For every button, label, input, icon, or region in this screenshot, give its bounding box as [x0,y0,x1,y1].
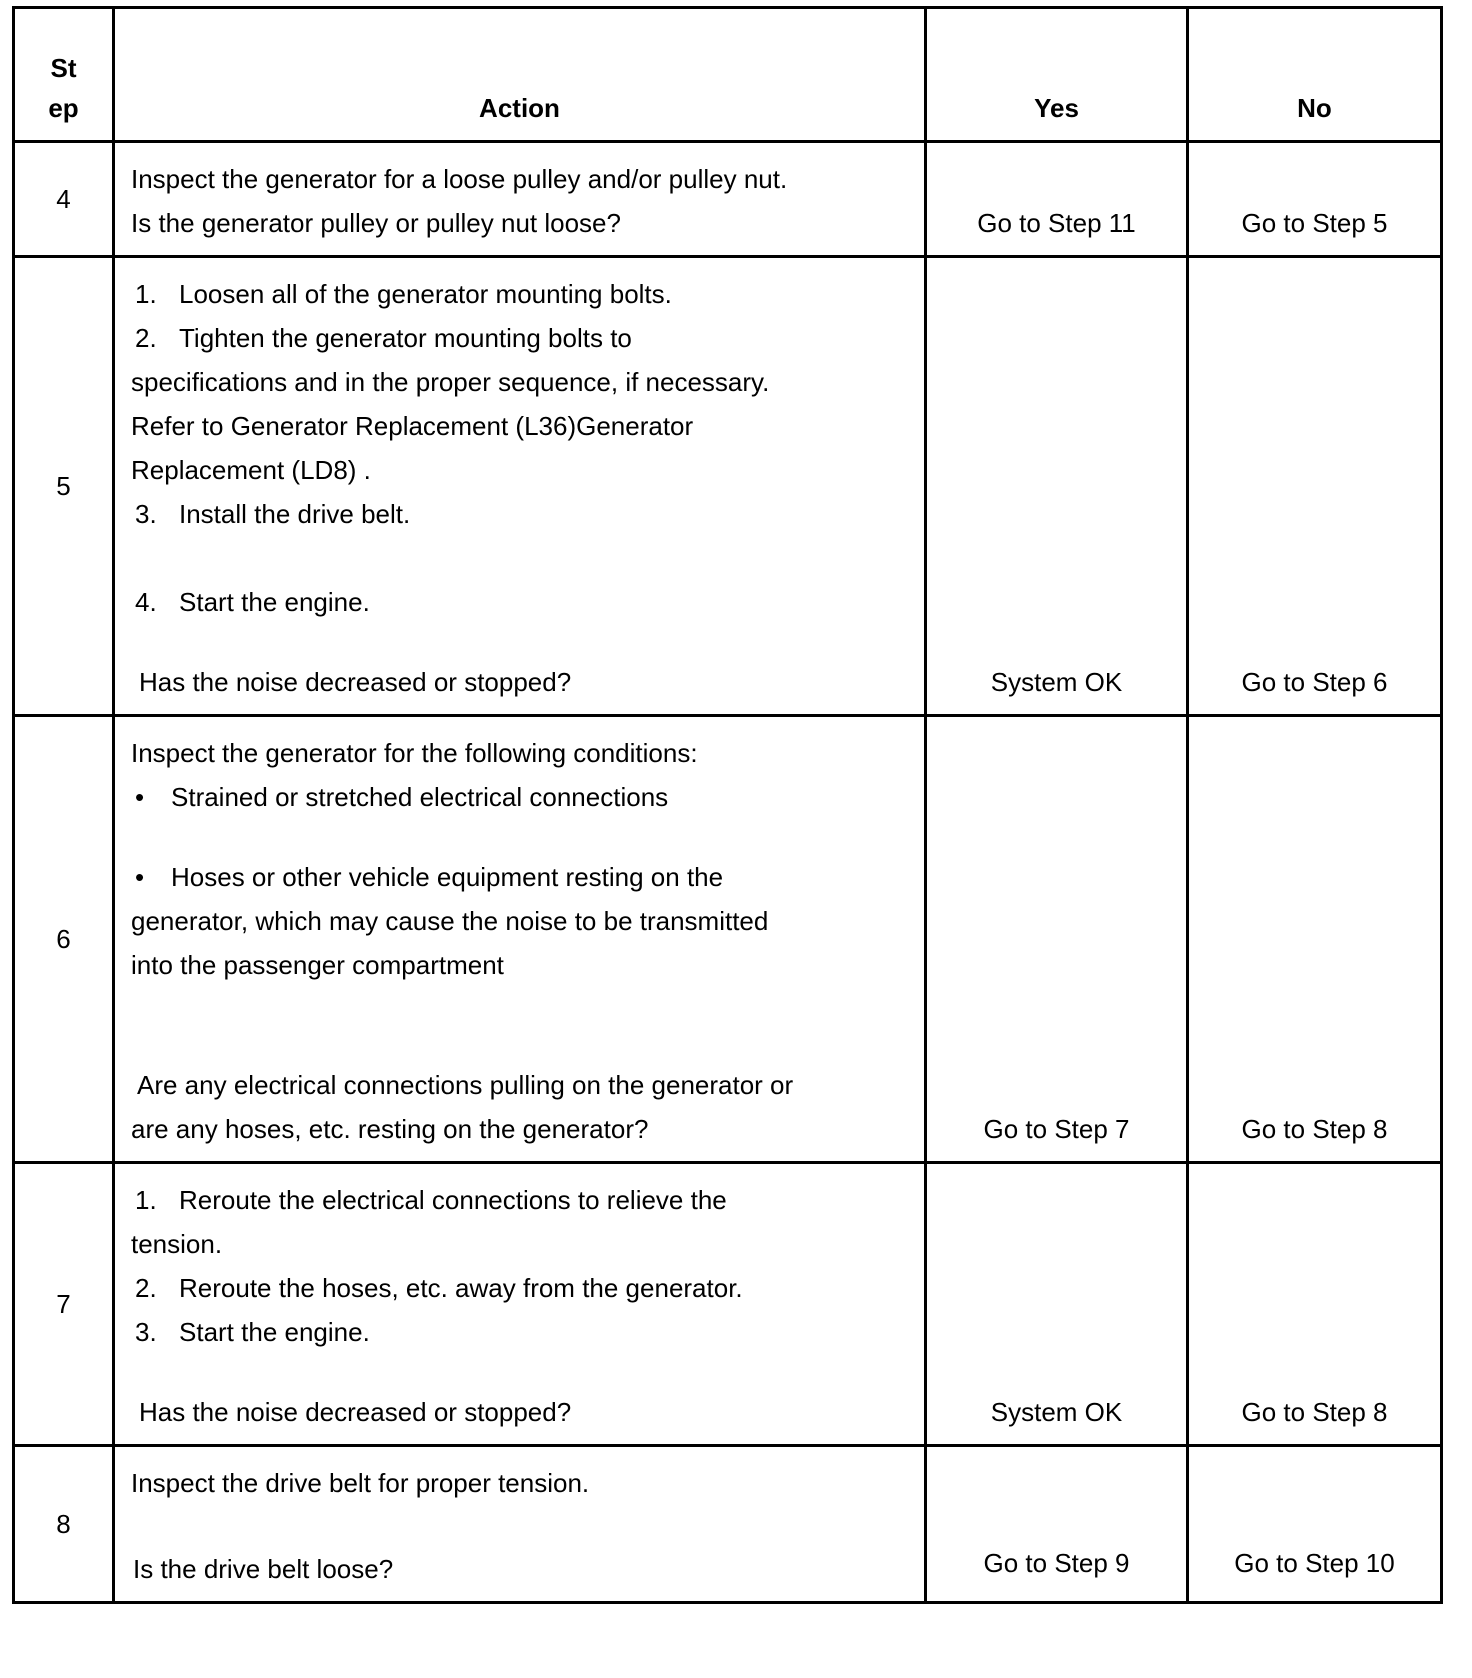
bullet-item [131,855,908,899]
header-action: Action [114,8,926,142]
no-result: Go to Step 5 [1188,142,1442,257]
step-number: 8 [14,1446,114,1603]
list-number: 2. [135,1273,157,1303]
action-question: Has the noise decreased or stopped? [139,667,572,697]
header-step-line1: St [50,53,77,83]
bullet-text: Strained or stretched electrical connections [171,782,669,812]
yes-result: System OK [926,257,1188,716]
list-text: Install the drive belt. [179,499,411,529]
step-number: 7 [14,1163,114,1446]
header-row [14,8,1442,142]
action-cell [114,1446,926,1603]
list-number: 1. [135,279,157,309]
list-item [131,316,908,360]
list-text: Loosen all of the generator mounting bolts. [179,279,672,309]
step-number: 6 [14,716,114,1163]
header-step [14,8,114,142]
action-line: Inspect the generator for the following conditions: [131,738,698,768]
action-cell [114,142,926,257]
bullet-icon: • [135,862,145,892]
yes-result: System OK [926,1163,1188,1446]
header-yes: Yes [926,8,1188,142]
table-row [14,142,1442,257]
action-cell [114,257,926,716]
bullet-text: Hoses or other vehicle equipment resting on the [171,862,724,892]
list-item [131,492,908,536]
table-row [14,257,1442,716]
action-line: Refer to Generator Replacement (L36)Generator [131,411,694,441]
table-row [14,716,1442,1163]
diagnostic-table [12,6,1443,1604]
list-text: Start the engine. [179,587,370,617]
yes-result: Go to Step 7 [926,716,1188,1163]
list-item [131,580,908,624]
list-text: Start the engine. [179,1317,370,1347]
list-text: Reroute the electrical connections to relieve the [179,1185,727,1215]
action-line: tension. [131,1229,223,1259]
bullet-icon: • [135,782,145,812]
list-item [131,272,908,316]
step-number: 4 [14,142,114,257]
action-question: Is the generator pulley or pulley nut loose? [131,208,621,238]
bullet-item [131,775,908,819]
list-number: 1. [135,1185,157,1215]
header-no: No [1188,8,1442,142]
no-result: Go to Step 8 [1188,716,1442,1163]
no-result: Go to Step 10 [1188,1446,1442,1603]
table-row [14,1163,1442,1446]
step-number: 5 [14,257,114,716]
header-step-line2: ep [48,93,79,123]
yes-result: Go to Step 9 [926,1446,1188,1603]
list-number: 3. [135,499,157,529]
no-result: Go to Step 6 [1188,257,1442,716]
list-item [131,1178,908,1222]
yes-result: Go to Step 11 [926,142,1188,257]
list-number: 3. [135,1317,157,1347]
action-line: into the passenger compartment [131,950,504,980]
list-text: Reroute the hoses, etc. away from the generator. [179,1273,743,1303]
list-number: 4. [135,587,157,617]
action-line: Inspect the drive belt for proper tension. [131,1468,590,1498]
list-text: Tighten the generator mounting bolts to [179,323,632,353]
list-item [131,1266,908,1310]
action-line: generator, which may cause the noise to be transmitted [131,906,769,936]
action-line: Replacement (LD8) . [131,455,371,485]
action-question: Is the drive belt loose? [133,1554,394,1584]
action-line: Inspect the generator for a loose pulley and/or pulley nut. [131,164,788,194]
action-cell [114,1163,926,1446]
list-item [131,1310,908,1354]
action-question: Are any electrical connections pulling on the generator or [137,1070,794,1100]
no-result: Go to Step 8 [1188,1163,1442,1446]
action-line: specifications and in the proper sequence, if necessary. [131,367,770,397]
table-row [14,1446,1442,1603]
action-question: Has the noise decreased or stopped? [139,1397,572,1427]
action-cell [114,716,926,1163]
action-question: are any hoses, etc. resting on the generator? [131,1114,649,1144]
list-number: 2. [135,323,157,353]
